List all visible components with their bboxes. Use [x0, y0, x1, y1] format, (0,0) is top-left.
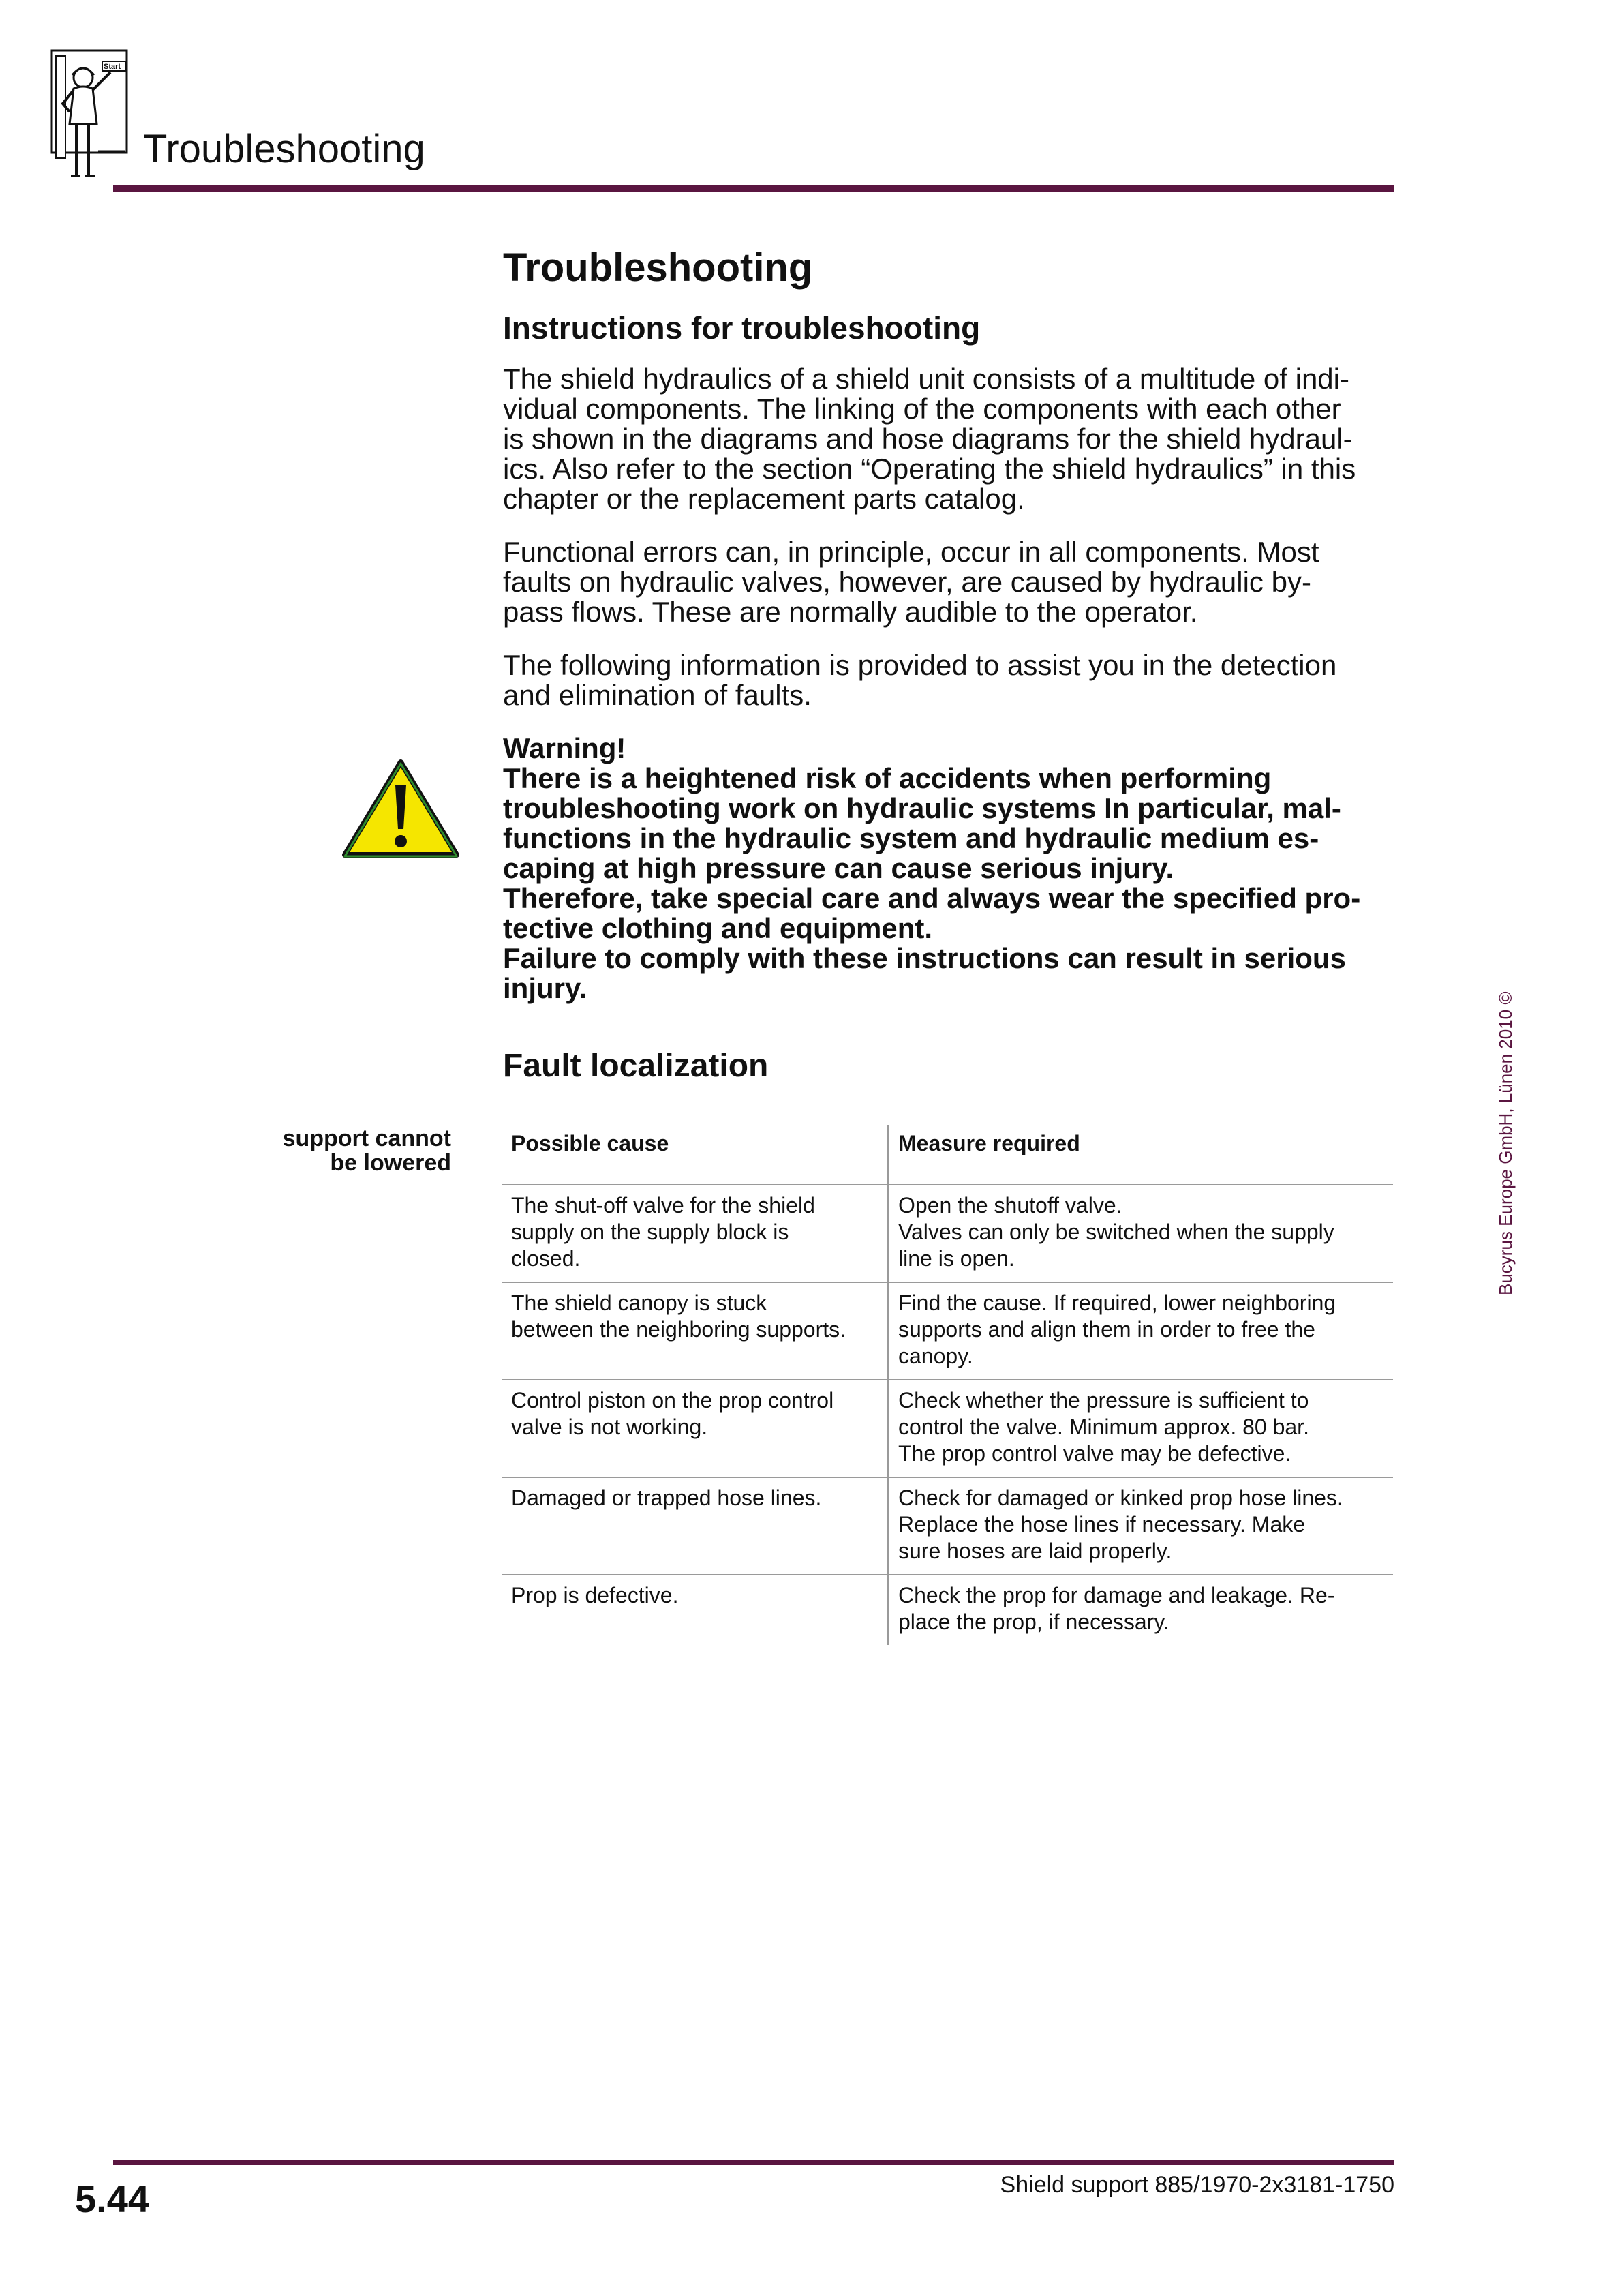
cell-line: Valves can only be switched when the supply: [898, 1220, 1334, 1244]
table-header-row: [502, 1125, 1393, 1185]
section-heading: Instructions for troubleshooting: [503, 309, 981, 346]
start-label: Start: [104, 63, 121, 71]
cell-line: canopy.: [898, 1344, 973, 1368]
text-line: chapter or the replacement parts catalog.: [503, 482, 1025, 515]
cell-line: Open the shutoff valve.: [898, 1193, 1122, 1218]
page-number: 5.44: [75, 2177, 149, 2220]
warning-line: tective clothing and equipment.: [503, 911, 933, 944]
worker-start-icon: [49, 49, 138, 185]
warning-line: caping at high pressure can cause serious injury.: [503, 851, 1174, 884]
copyright-text: Bucyrus Europe GmbH, Lünen 2010: [1495, 1009, 1516, 1295]
cell-line: closed.: [511, 1246, 581, 1271]
page-title: Troubleshooting: [503, 245, 813, 290]
cell-line: Damaged or trapped hose lines.: [511, 1485, 822, 1510]
cause-cell: [502, 1380, 888, 1477]
cell-line: sure hoses are laid properly.: [898, 1539, 1172, 1563]
cell-line: Check the prop for damage and leakage. Re-: [898, 1583, 1335, 1607]
cause-cell: [502, 1282, 888, 1380]
fault-localization-heading: Fault localization: [503, 1047, 769, 1084]
footer-document-id: Shield support 885/1970-2x3181-1750: [1000, 2172, 1394, 2198]
cell-line: valve is not working.: [511, 1415, 708, 1439]
cause-cell: [502, 1477, 888, 1575]
table-row: [502, 1380, 1393, 1477]
fault-side-label: [245, 1126, 451, 1175]
text-line: ics. Also refer to the section “Operating the shield hydraulics” in this: [503, 452, 1356, 485]
warning-line: Therefore, take special care and always wear the specified pro-: [503, 881, 1361, 914]
warning-line: injury.: [503, 971, 587, 1004]
table-row: [502, 1282, 1393, 1380]
cell-line: Check whether the pressure is sufficient to: [898, 1388, 1309, 1413]
cell-line: Prop is defective.: [511, 1583, 679, 1607]
column-header-measure: Measure required: [898, 1131, 1080, 1155]
text-line: pass flows. These are normally audible to the operator.: [503, 595, 1198, 628]
text-line: vidual components. The linking of the components with each other: [503, 392, 1341, 425]
cell-line: line is open.: [898, 1246, 1015, 1271]
warning-line: troubleshooting work on hydraulic systems In particular, mal-: [503, 791, 1341, 824]
main-content: [503, 245, 1396, 1111]
table-row: [502, 1185, 1393, 1282]
cell-line: between the neighboring supports.: [511, 1317, 846, 1342]
cell-line: The shut-off valve for the shield: [511, 1193, 815, 1218]
warning-block: [503, 731, 1396, 1004]
footer-rule: [113, 2160, 1394, 2165]
warning-title: Warning!: [503, 731, 626, 764]
warning-line: functions in the hydraulic system and hydraulic medium es-: [503, 821, 1319, 854]
table-row: [502, 1575, 1393, 1645]
paragraph-errors: [503, 537, 1396, 627]
cell-line: Replace the hose lines if necessary. Make: [898, 1512, 1306, 1537]
measure-cell: [888, 1282, 1393, 1380]
paragraph-intro: [503, 364, 1396, 514]
copyright-notice: [1497, 991, 1514, 1295]
cell-line: Find the cause. If required, lower neighboring: [898, 1290, 1336, 1315]
paragraph-info: [503, 650, 1396, 710]
text-line: Functional errors can, in principle, occur in all components. Most: [503, 535, 1319, 568]
cell-line: supports and align them in order to free the: [898, 1317, 1315, 1342]
cause-cell: [502, 1185, 888, 1282]
measure-cell: [888, 1575, 1393, 1645]
cell-line: The prop control valve may be defective.: [898, 1441, 1291, 1466]
cell-line: place the prop, if necessary.: [898, 1610, 1169, 1634]
text-line: and elimination of faults.: [503, 678, 812, 711]
measure-cell: [888, 1185, 1393, 1282]
measure-cell: [888, 1477, 1393, 1575]
cell-line: control the valve. Minimum approx. 80 bar.: [898, 1415, 1309, 1439]
text-line: faults on hydraulic valves, however, are caused by hydraulic by-: [503, 565, 1311, 598]
cell-line: Control piston on the prop control: [511, 1388, 834, 1413]
text-line: The shield hydraulics of a shield unit consists of a multitude of indi-: [503, 362, 1349, 395]
warning-triangle-icon: [341, 758, 461, 860]
text-line: The following information is provided to assist you in the detection: [503, 648, 1337, 681]
cell-line: supply on the supply block is: [511, 1220, 789, 1244]
table-row: [502, 1477, 1393, 1575]
cause-cell: [502, 1575, 888, 1645]
side-label-line: be lowered: [330, 1150, 451, 1176]
text-line: is shown in the diagrams and hose diagrams for the shield hydraul-: [503, 422, 1353, 455]
header-rule: [113, 185, 1394, 192]
fault-table: [502, 1125, 1393, 1645]
warning-line: Failure to comply with these instructions can result in serious: [503, 941, 1346, 974]
column-header-cause: Possible cause: [502, 1125, 888, 1185]
header-title: Troubleshooting: [143, 127, 425, 171]
side-label-line: support cannot: [282, 1126, 451, 1151]
cell-line: Check for damaged or kinked prop hose lines.: [898, 1485, 1343, 1510]
warning-line: There is a heightened risk of accidents when performing: [503, 761, 1272, 794]
cell-line: The shield canopy is stuck: [511, 1290, 767, 1315]
measure-cell: [888, 1380, 1393, 1477]
copyright-symbol: ©: [1495, 991, 1516, 1005]
